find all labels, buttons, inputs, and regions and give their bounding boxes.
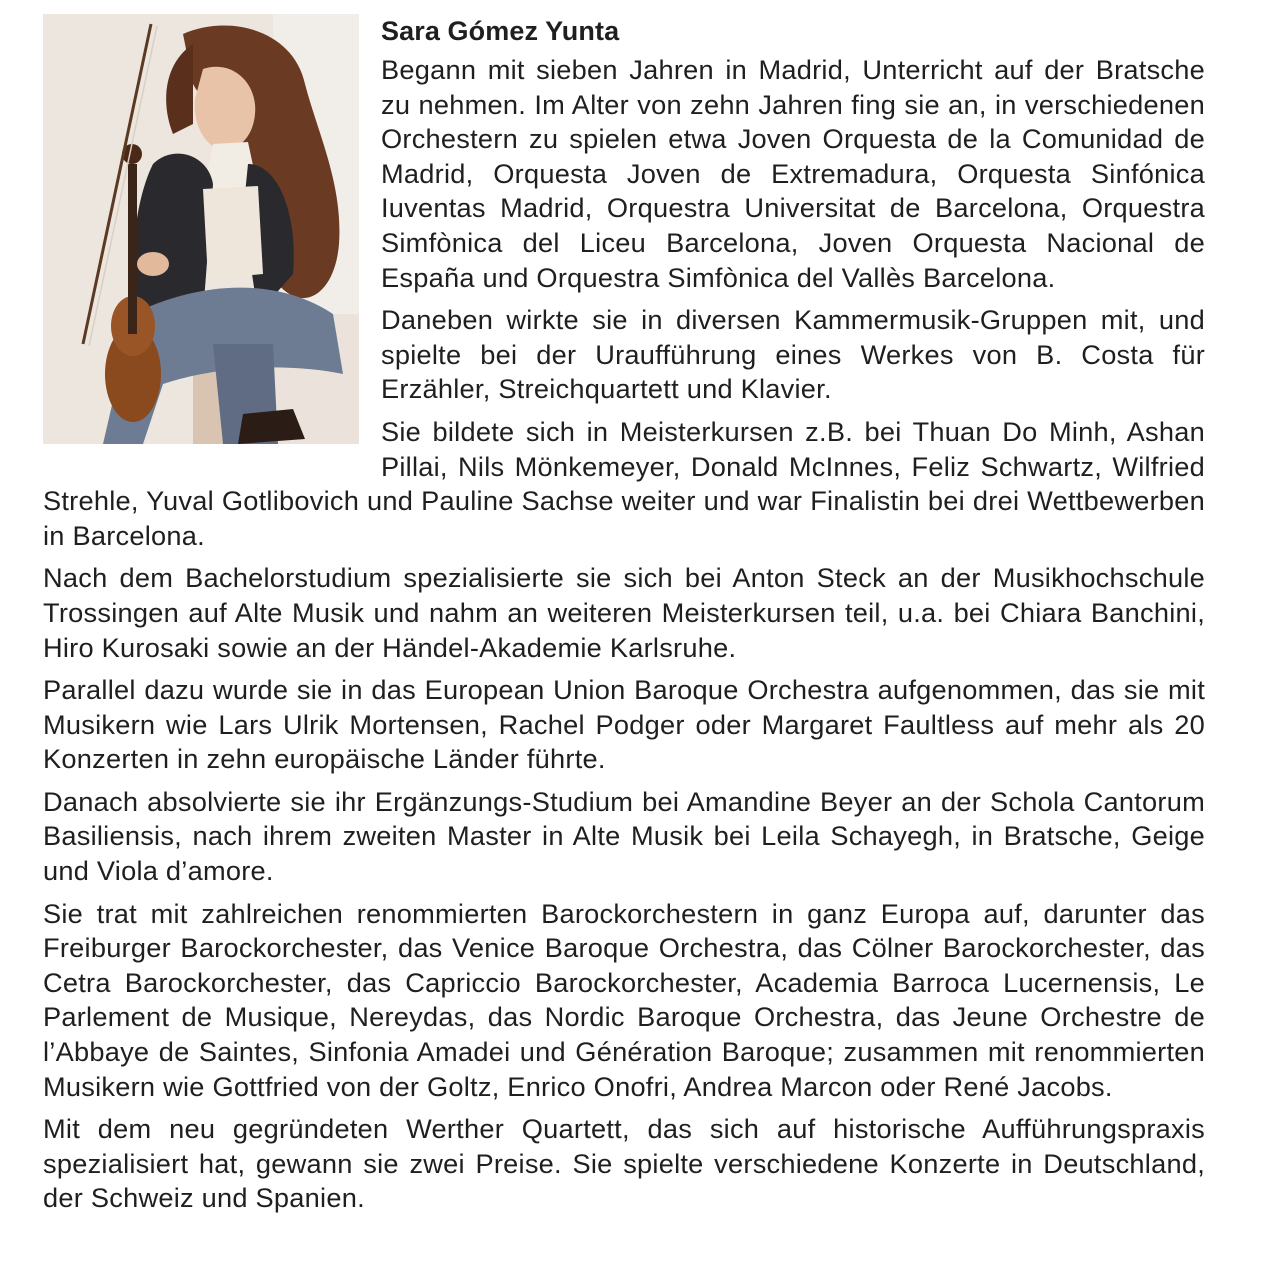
- artist-name: Sara Gómez Yunta: [381, 16, 620, 46]
- bio-paragraph-4: Nach dem Bachelorstudium spezialisierte sie sich bei Anton Steck an der Musikhochschule Trossingen auf Alte Musik und nahm an weiteren Meisterkursen teil, u.a. bei Chiara Banchini, Hiro Kurosaki sowie an der Händel-Akademie Karlsruhe.: [43, 562, 1205, 663]
- violist-portrait-icon: [43, 14, 359, 444]
- portrait-illustration: [43, 14, 359, 444]
- bio-paragraph-6: Danach absolvierte sie ihr Ergänzungs-Studium bei Amandine Beyer an der Schola Cantorum Basiliensis, nach ihrem zweiten Master in Alte Musik bei Leila Schayegh, in Bratsche, Geige und Viola d’amore.: [43, 785, 1205, 887]
- bio-paragraph-5: Parallel dazu wurde sie in das European Union Baroque Orchestra aufgenommen, das sie mit Musikern wie Lars Ulrik Mortensen, Rachel Podger oder Margaret Faultless auf mehr als 20 Konzerten in zehn europäische Länder führte.: [43, 674, 1205, 775]
- biography-page: [43, 14, 1205, 1224]
- bio-paragraph-7: Sie trat mit zahlreichen renommierten Barockorchestern in ganz Europa auf, darunter das Freiburger Barockorchester, das Venice Baroque Orchestra, das Cölner Barockorchester, das Cetra Barockorchester, das Capriccio Barockorchester, Academia Barroca Lucernensis, Le Parlement de Musique, Nereydas, das Nordic Baroque Orchestra, das Jeune Orchestre de l’Abbaye de Saintes, Sinfonia Amadei und Génération Baroque; zusammen mit renommierten Musikern wie Gottfried von der Goltz, Enrico Onofri, Andrea Marcon oder René Jacobs.: [43, 897, 1205, 1102]
- bio-paragraph-8: Mit dem neu gegründeten Werther Quartett, das sich auf historische Aufführungspraxis spezialisiert hat, gewann sie zwei Preise. Sie spielte verschiedene Konzerte in Deutschland, der Schweiz und Spanien.: [43, 1113, 1205, 1214]
- bio-paragraph-3: Sie bildete sich in Meisterkursen z.B. bei Thuan Do Minh, Ashan Pillai, Nils Mönkemeyer, Donald McInnes, Feliz Schwartz, Wilfried Strehle, Yuval Gotlibovich und Pauline Sachse weiter und war Finalistin bei drei Wettbewerben in Barcelona.: [43, 415, 1205, 551]
- bio-paragraph-2: Daneben wirkte sie in diversen Kammermusik-Gruppen mit, und spielte bei der Uraufführung eines Werkes von B. Costa für Erzähler, Streichquartett und Klavier.: [381, 304, 1205, 405]
- bio-paragraph-1: Begann mit sieben Jahren in Madrid, Unterricht auf der Bratsche zu nehmen. Im Alter von zehn Jahren fing sie an, in verschiedenen Orchestern zu spielen etwa Joven Orquesta de la Comunidad de Madrid, Orquesta Joven de Extremadura, Orquesta Sinfónica Iuventas Madrid, Orquestra Universitat de Barcelona, Orquestra Simfònica del Liceu Barcelona, Joven Orquesta Nacional de España und Orquestra Simfònica del Vallès Barcelona.: [381, 54, 1205, 293]
